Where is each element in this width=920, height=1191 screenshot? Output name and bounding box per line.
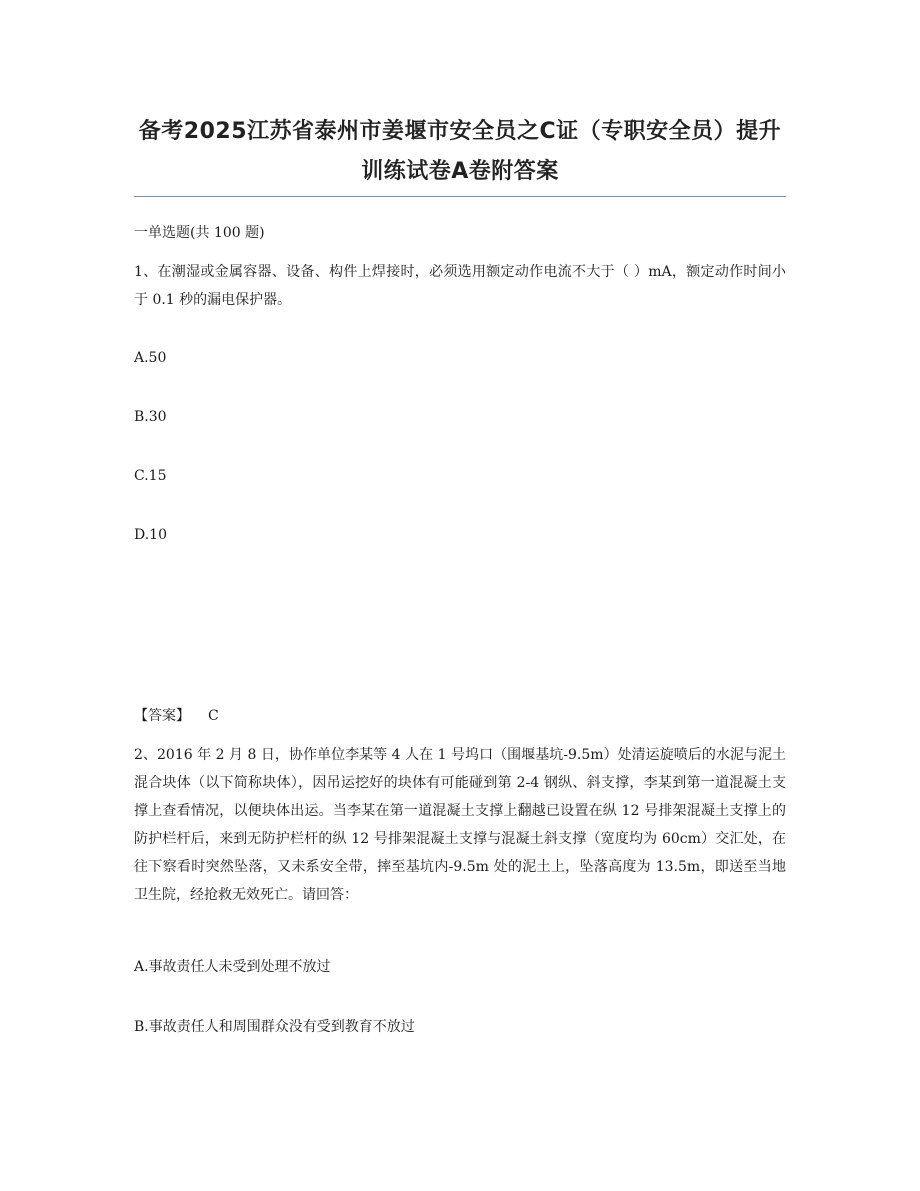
title-divider [134,196,786,197]
question-1-option-c: C.15 [134,468,167,484]
question-1-text: 1、在潮湿或金属容器、设备、构件上焊接时，必须选用额定动作电流不大于（ ）mA，额定动作时间小于 0.1 秒的漏电保护器。 [134,264,786,308]
document-title: 备考2025江苏省泰州市姜堰市安全员之C证（专职安全员）提升训练试卷A卷附答案 [138,119,782,184]
answer-label: 【答案】 [134,708,190,724]
section-heading: 一单选题(共 100 题) [134,225,265,241]
question-1-option-a: A.50 [134,350,167,366]
question-2-option-a: A.事故责任人未受到处理不放过 [134,959,331,975]
question-1-option-b: B.30 [134,409,167,425]
answer-value: C [208,708,219,724]
question-2-option-b: B.事故责任人和周围群众没有受到教育不放过 [134,1019,415,1035]
question-2-text: 2、2016 年 2 月 8 日，协作单位李某等 4 人在 1 号坞口（围堰基坑-9.5m）处清运旋喷后的水泥与泥土混合块体（以下简称块体），因吊运挖好的块体有可能碰到第 2-4 钢纵、斜支撑，李某到第一道混凝土支撑上查看情况，以便块体出运。当李某在第一道混凝土支撑上翻越已设置在纵 12 号排架混凝土支撑上的防护栏杆后，来到无防护栏杆的纵 12 号排架混凝土支撑与混凝土斜支撑（宽度均为 60cm）交汇处，在往下察看时突然坠落，又未系安全带，摔至基坑内-9.5m 处的泥土上，坠落高度为 13.5m，即送至当地卫生院，经抢救无效死亡。请回答： [134,747,786,903]
question-1-answer [134,704,219,728]
question-1-option-d: D.10 [134,527,167,543]
